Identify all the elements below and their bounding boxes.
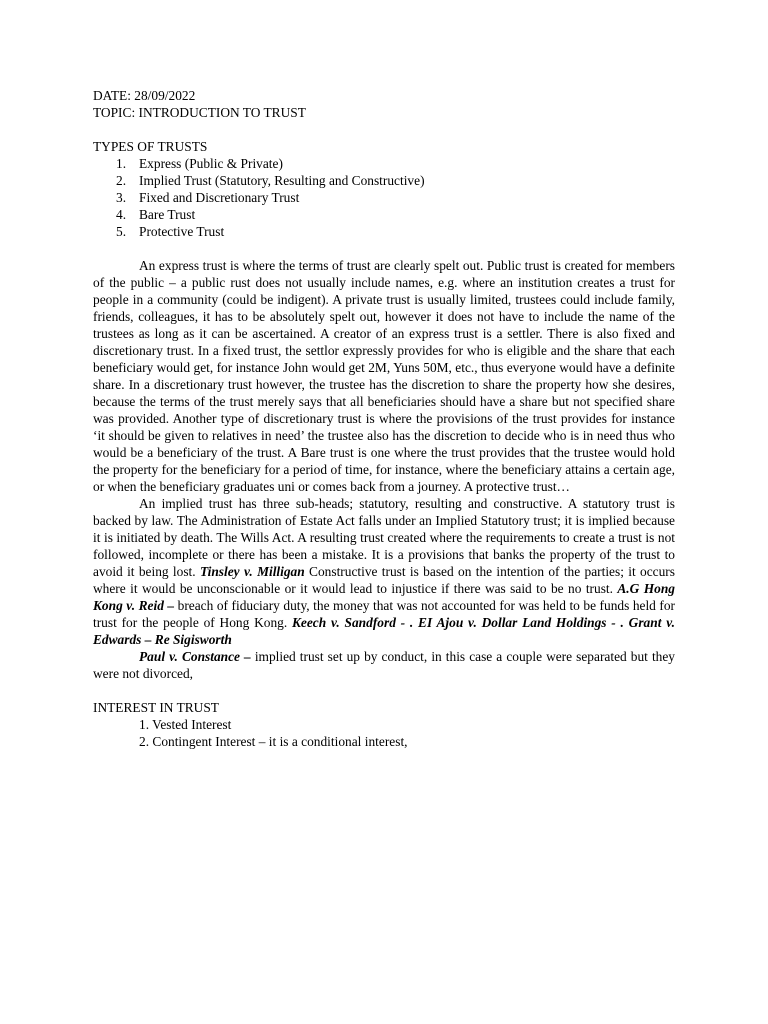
list-text: Bare Trust bbox=[139, 207, 196, 222]
interest-list bbox=[93, 716, 675, 750]
case-citation: Paul v. Constance – bbox=[139, 649, 251, 664]
list-text: Protective Trust bbox=[139, 224, 225, 239]
case-citation: Tinsley v. Milligan bbox=[199, 564, 305, 579]
list-item: 2. Contingent Interest – it is a conditional interest, bbox=[139, 734, 408, 749]
interest-heading: INTEREST IN TRUST bbox=[93, 700, 219, 715]
case-citation: A.G Hong Kong v. Reid – bbox=[93, 581, 675, 613]
list-item bbox=[93, 189, 675, 206]
list-number: 1. bbox=[116, 156, 127, 171]
list-item bbox=[93, 155, 675, 172]
case-citation: Keech v. Sandford - . EI Ajou v. Dollar Land Holdings - . Grant v. Edwards – Re Sigisworth bbox=[93, 615, 675, 647]
paragraph-text: breach of fiduciary duty, the money that was not accounted for was held to be funds held for trust for the people of Hong Kong. bbox=[93, 598, 676, 630]
list-item bbox=[93, 206, 675, 223]
conduct-trust-paragraph bbox=[93, 648, 675, 682]
types-heading: TYPES OF TRUSTS bbox=[93, 139, 208, 154]
list-text: Implied Trust (Statutory, Resulting and Constructive) bbox=[139, 173, 425, 188]
list-number: 3. bbox=[116, 190, 127, 205]
list-item: 1. Vested Interest bbox=[139, 717, 232, 732]
paragraph-text: Constructive trust is based on the intention of the parties; it occurs where it would be unconscionable or it would lead to injustice if there was said to be no trust. bbox=[93, 564, 675, 596]
list-number: 4. bbox=[116, 207, 127, 222]
list-text: Fixed and Discretionary Trust bbox=[139, 190, 300, 205]
list-item bbox=[93, 223, 675, 240]
topic-line: TOPIC: INTRODUCTION TO TRUST bbox=[93, 105, 306, 120]
paragraph-text: An implied trust has three sub-heads; statutory, resulting and constructive. A statutory trust is backed by law. The Administration of Estate Act falls under an Implied Statutory trust; it is implied because it is initiated by death. The Wills Act. A resulting trust created where the requirements to create a trust is not followed, incomplete or there has been a mistake. It is a provisions that banks the property of the trust to avoid it being lost. bbox=[93, 496, 675, 579]
paragraph-text: implied trust set up by conduct, in this case a couple were separated but they were not divorced, bbox=[93, 649, 675, 681]
list-item bbox=[93, 172, 675, 189]
list-number: 5. bbox=[116, 224, 127, 239]
document-page bbox=[93, 87, 675, 750]
spacer bbox=[93, 240, 675, 257]
list-text: Express (Public & Private) bbox=[139, 156, 283, 171]
types-list bbox=[93, 155, 675, 240]
list-number: 2. bbox=[116, 173, 127, 188]
spacer bbox=[93, 682, 675, 699]
date-line: DATE: 28/09/2022 bbox=[93, 88, 196, 103]
express-trust-paragraph: An express trust is where the terms of trust are clearly spelt out. Public trust is created for members of the public – a public rust does not usually include names, e.g. where an institution creates a trust for people in a community (could be indigent). A private trust is usually limited, trustees could include family, friends, colleagues, it has to be absolutely spelt out, however it does not have to include the name of the trustees as long as it can be ascertained. A creator of an express trust is a settler. There is also fixed and discretionary trust. In a fixed trust, the settlor expressly provides for who is eligible and the share that each beneficiary would get, for instance John would get 2M, Yuns 50M, etc., thus everyone would have a definite share. In a discretionary trust however, the trustee has the discretion to share the property how she desires, because the terms of the trust merely says that all beneficiaries should have a share but not specified share was provided. Another type of discretionary trust is where the provisions of the trust provides for instance ‘it should be given to relatives in need’ the trustee also has the discretion to decide who is in need thus who would be a beneficiary of the trust. A Bare trust is one where the trust provides that the trustee would hold the property for the beneficiary for a period of time, for instance, where the beneficiary attains a certain age, or when the beneficiary graduates uni or comes back from a journey. A protective trust… bbox=[93, 258, 675, 494]
spacer bbox=[93, 121, 675, 138]
implied-trust-paragraph bbox=[93, 495, 675, 648]
